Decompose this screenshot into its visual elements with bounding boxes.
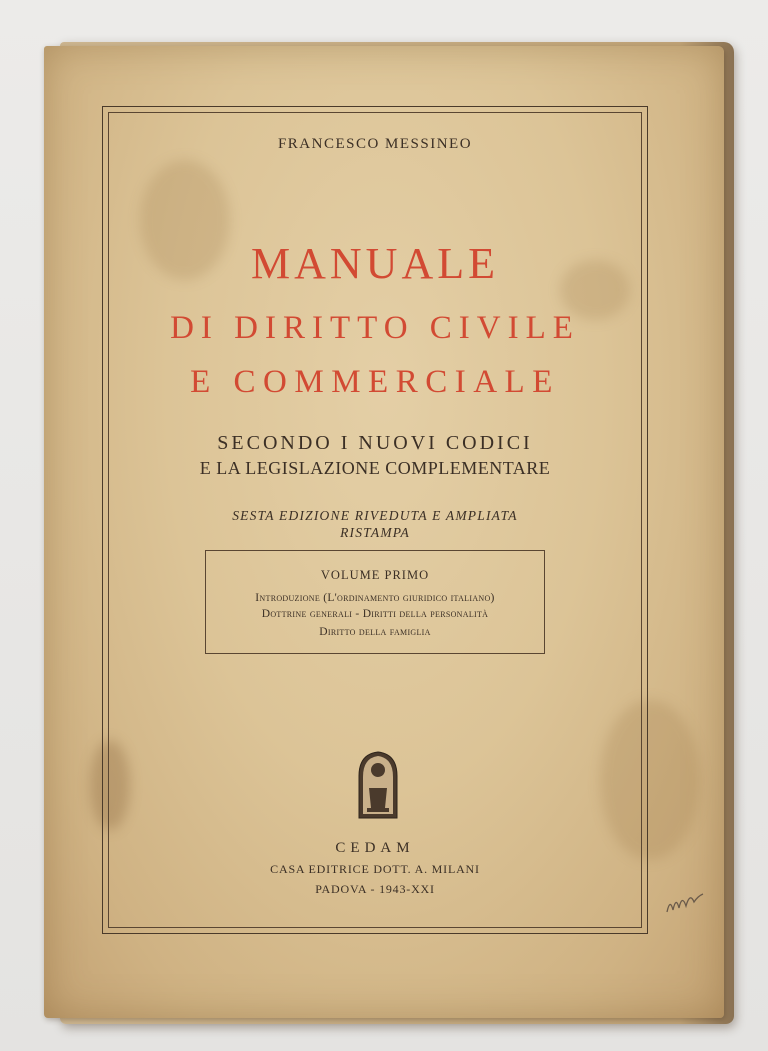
volume-contents-line-2: Dottrine generali - Diritti della personalità [261, 608, 489, 620]
publisher-name: CEDAM [335, 840, 415, 856]
title-line-2: DI DIRITTO CIVILE [170, 310, 580, 346]
volume-contents-line-1: Introduzione (L'ordinamento giuridico italiano) [255, 592, 495, 604]
publisher-emblem-icon [355, 750, 401, 820]
publisher-house: CASA EDITRICE DOTT. A. MILANI [270, 862, 480, 876]
title-line-3: E COMMERCIALE [190, 364, 560, 400]
edition-note: SESTA EDIZIONE RIVEDUTA E AMPLIATA [232, 508, 518, 523]
subtitle-line-2: E LA LEGISLAZIONE COMPLEMENTARE [199, 458, 551, 478]
author-name: FRANCESCO MESSINEO [277, 136, 473, 152]
reprint-note: RISTAMPA [340, 525, 410, 540]
volume-contents-line-3: Diritto della famiglia [319, 626, 431, 638]
title-line-1: MANUALE [251, 239, 499, 288]
publisher-place-date: PADOVA - 1943-XXI [315, 882, 435, 896]
subtitle-line-1: SECONDO I NUOVI CODICI [217, 432, 533, 454]
volume-title: VOLUME PRIMO [320, 568, 430, 582]
pencil-mark-icon [664, 888, 706, 920]
